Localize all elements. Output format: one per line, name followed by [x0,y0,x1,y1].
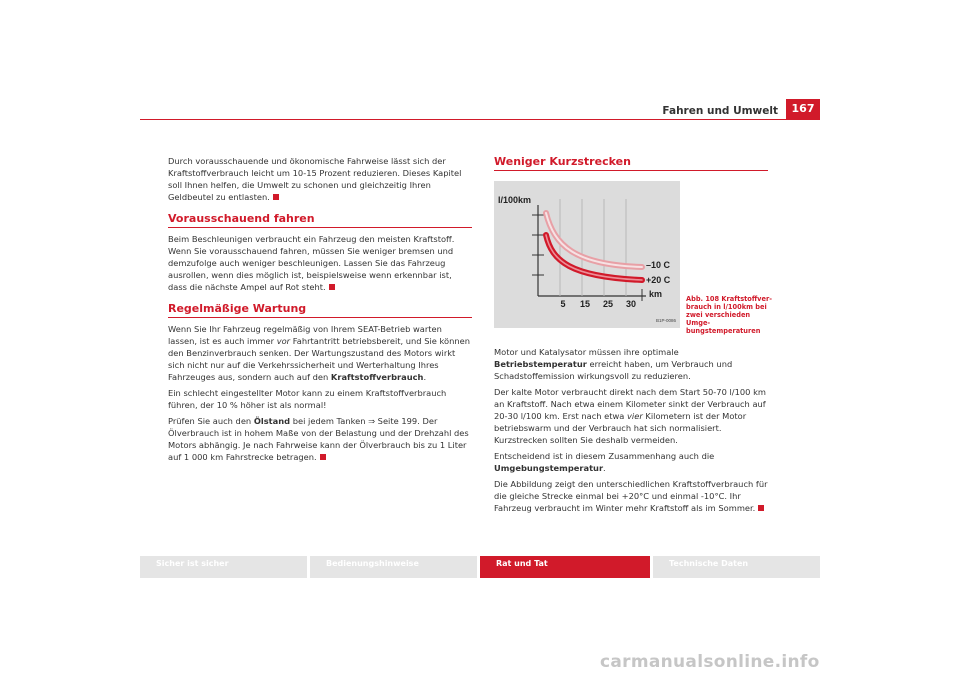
footer-tab-technische-daten[interactable]: Technische Daten [653,556,820,578]
wartung-paragraph-2: Ein schlecht eingestellter Motor kann zu einem Kraftstoffverbrauch führen, der 10 % höher ist als normal! [168,388,447,410]
page-number: 167 [786,99,820,119]
x-tick-label: 25 [602,299,614,309]
end-marker-icon [758,505,764,511]
section-heading-kurzstrecken: Weniger Kurzstrecken [494,155,768,171]
x-tick-label: 15 [579,299,591,309]
section-heading-vorausschauend: Vorausschauend fahren [168,213,472,228]
end-marker-icon [273,194,279,200]
right-column [494,346,769,518]
y-axis-label: l/100km [498,195,532,205]
x-tick-label: 5 [560,299,566,309]
watermark: carmanualsonline.info [600,652,820,672]
figure-code: B1P-0086 [656,318,677,323]
left-column [168,155,472,467]
kurzstrecken-paragraph-4: Die Abbildung zeigt den unterschiedlichen Kraftstoffverbrauch für die gleiche Strecke einmal bei +20°C und einmal -10°C. Ihr Fahrzeug verbraucht im Winter mehr Kraftstoff als im Sommer. [494,479,768,513]
figure-caption: Abb. 108 Kraftstoffverbrauch in l/100km bei zwei verschieden Umgebungstemperaturen [686,295,772,335]
x-axis-label: km [649,289,663,299]
footer-tab-sicher[interactable]: Sicher ist sicher [140,556,307,578]
page-header-title: Fahren und Umwelt [662,105,778,117]
wartung-paragraph-3: Prüfen Sie auch den Ölstand bei jedem Tanken ⇒ Seite 199. Der Ölverbrauch ist in hohem Maße von der Belastung und der Drehzahl des Motors abhängig. Je nach Fahrweise kann der Ölverbrauch bis zu 1 Liter auf 1 000 km Fahrstrecke betragen. [168,416,469,462]
fuel-consumption-figure [494,181,680,328]
x-tick-label: 30 [625,299,637,309]
label-plus-20c: +20 C [646,275,671,285]
kurzstrecken-paragraph-1: Motor und Katalysator müssen ihre optimale Betriebstemperatur erreicht haben, um Verbrauch und Schadstoffemission wirkungsvoll zu reduzieren. [494,347,733,381]
footer-tab-rat-und-tat[interactable]: Rat und Tat [480,556,650,578]
fuel-consumption-diagram [494,181,680,328]
footer-tab-bedienung[interactable]: Bedienungshinweise [310,556,477,578]
end-marker-icon [320,454,326,460]
wartung-paragraph-1: Wenn Sie Ihr Fahrzeug regelmäßig von Ihrem SEAT-Betrieb warten lassen, ist es auch immer vor Fahrtantritt betriebsbereit, und Sie können den Benzinverbrauch senken. Der Wartungszustand des Motors wirkt sich nicht nur auf die Verkehrssicherheit und Werterhaltung Ihres Fahrzeuges aus, sondern auch auf den Kraftstoffverbrauch. [168,324,470,382]
section-heading-wartung: Regelmäßige Wartung [168,303,472,318]
intro-paragraph: Durch vorausschauende und ökonomische Fahrweise lässt sich der Kraftstoffverbrauch leicht um 10-15 Prozent reduzieren. Dieses Kapitel soll Ihnen helfen, die Umwelt zu schonen und gleichzeitig Ihren Geldbeutel zu entlasten. [168,156,462,202]
kurzstrecken-paragraph-2: Der kalte Motor verbraucht direkt nach dem Start 50-70 l/100 km an Kraftstoff. Nach etwa einem Kilometer sinkt der Verbrauch auf 20-30 l/100 km. Erst nach etwa vier Kilometern ist der Motor betriebswarm und der Verbrauch hat sich normalisiert. Kurzstrecken sollten Sie deshalb vermeiden. [494,387,766,445]
header-rule [140,119,820,120]
kurzstrecken-paragraph-3: Entscheidend ist in diesem Zusammenhang auch die Umgebungstemperatur. [494,451,715,473]
end-marker-icon [329,284,335,290]
section-text-vorausschauend: Beim Beschleunigen verbraucht ein Fahrzeug den meisten Kraftstoff. Wenn Sie vorausschauend fahren, müssen Sie weniger bremsen und demzufolge auch weniger beschleunigen. Lassen Sie das Fahrzeug ausrollen, wenn dies möglich ist, beispielsweise wenn erkennbar ist, dass die nächste Ampel auf Rot steht. [168,234,455,292]
label-minus-10c: –10 C [646,260,671,270]
